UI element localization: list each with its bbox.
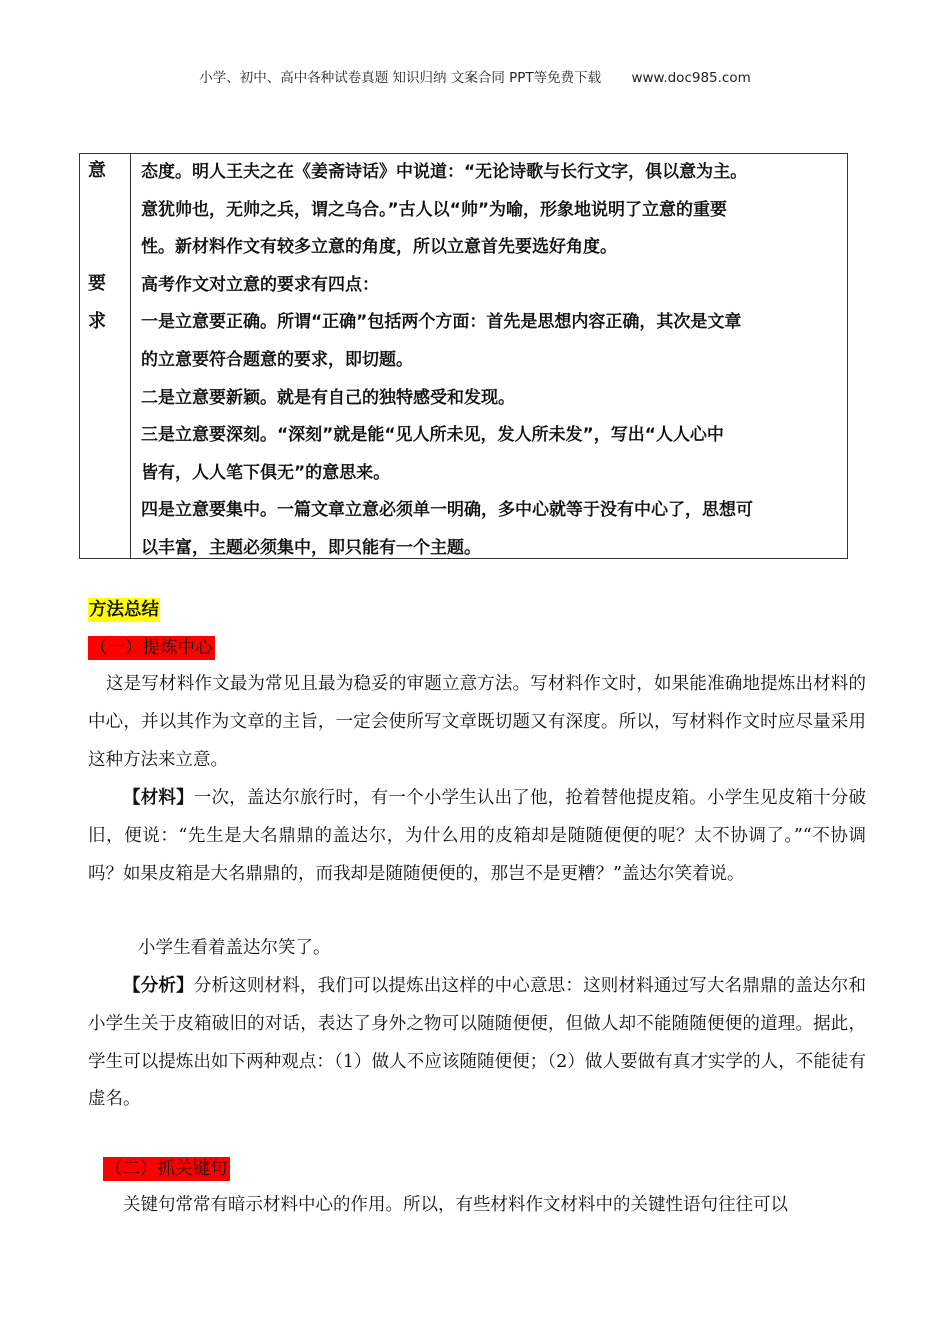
analysis-text: 分析这则材料，我们可以提炼出这样的中心意思：这则材料通过写大名鼎鼎的盖达尔和小学生关于皮箱破旧的对话，表达了身外之物可以随随便便，但做人却不能随随便便的道理。据此，学生可以提炼出如下两种观点：（1）做人不应该随随便便；（2）做人要做有真才实学的人，不能徒有虚名。	[88, 976, 866, 1110]
page-header	[0, 66, 950, 86]
material-text: 一次，盖达尔旅行时，有一个小学生认出了他，抢着替他提皮箱。小学生见皮箱十分破旧，便说：“先生是大名鼎鼎的盖达尔，为什么用的皮箱却是随随便便的呢？太不协调了。”“不协调吗？如果皮箱是大名鼎鼎的，而我却是随随便便的，那岂不是更糟？”盖达尔笑着说。	[88, 788, 866, 884]
subsection-title-2: （二）抓关键句	[105, 1159, 228, 1179]
table-line: 皆有，人人笔下俱无”的意思来。	[141, 462, 391, 483]
table-line: 的立意要符合题意的要求，即切题。	[141, 349, 413, 370]
table-line: 性。新材料作文有较多立意的角度，所以立意首先要选好角度。	[141, 237, 617, 258]
header-site[interactable]: www.doc985.com	[631, 70, 751, 86]
material-label: 【材料】	[123, 788, 194, 808]
table-line: 二是立意要新颖。就是有自己的独特感受和发现。	[141, 387, 515, 408]
requirements-table	[79, 153, 848, 559]
paragraph-intro: 这是写材料作文最为常见且最为稳妥的审题立意方法。写材料作文时，如果能准确地提炼出材料的中心，并以其作为文章的主旨，一定会使所写文章既切题又有深度。所以，写材料作文时应尽量采用这种方法来立意。	[88, 674, 866, 770]
table-line: 四是立意要集中。一篇文章立意必须单一明确，多中心就等于没有中心了，思想可	[141, 500, 753, 521]
table-line: 一是立意要正确。所谓“正确”包括两个方面：首先是思想内容正确，其次是文章	[141, 312, 742, 333]
paragraph-material	[88, 780, 866, 893]
paragraph-material-2: 小学生看着盖达尔笑了。	[138, 938, 331, 958]
header-text: 小学、初中、高中各种试卷真题 知识归纳 文案合同 PPT等免费下载	[199, 70, 602, 86]
analysis-label: 【分析】	[123, 976, 194, 996]
section-title-method: 方法总结	[89, 600, 159, 620]
table-label-column	[80, 154, 131, 558]
table-line: 意犹帅也，无帅之兵，谓之乌合。”古人以“帅”为喻，形象地说明了立意的重要	[141, 199, 728, 220]
label-char: 意	[88, 160, 106, 181]
table-line: 以丰富，主题必须集中，即只能有一个主题。	[141, 537, 481, 558]
table-content	[131, 154, 847, 558]
table-line: 态度。明人王夫之在《姜斋诗话》中说道：“无论诗歌与长行文字，俱以意为主。	[141, 162, 748, 182]
paragraph-analysis	[88, 968, 866, 1119]
table-line: 三是立意要深刻。“深刻”就是能“见人所未见，发人所未发”，写出“人人心中	[141, 425, 724, 446]
table-line: 高考作文对立意的要求有四点：	[141, 274, 379, 295]
label-char: 要	[88, 273, 106, 294]
label-char: 求	[88, 311, 106, 332]
paragraph-key-sentence: 关键句常常有暗示材料中心的作用。所以，有些材料作文材料中的关键性语句往往可以	[123, 1195, 788, 1215]
subsection-title-1: （一）提炼中心	[90, 638, 213, 658]
